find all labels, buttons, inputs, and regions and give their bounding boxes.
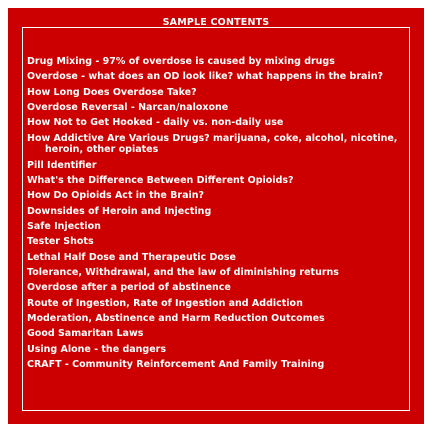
list-item: CRAFT - Community Reinforcement And Family Training [27, 359, 325, 371]
list-item: How Long Does Overdose Take? [27, 86, 197, 98]
contents-panel [8, 8, 424, 424]
list-item: Downsides of Heroin and Injecting [27, 205, 212, 217]
list-item: Overdose after a period of abstinence [27, 282, 231, 294]
list-item: Moderation, Abstinence and Harm Reduction Outcomes [27, 313, 325, 325]
list-item: Overdose Reversal - Narcan/naloxone [27, 102, 229, 114]
list-item: Pill Identifier [27, 159, 97, 171]
list-item: How Addictive Are Various Drugs? marijuana, coke, alcohol, nicotine, heroin, other opiates [27, 132, 398, 156]
list-item: How Not to Get Hooked - daily vs. non-daily use [27, 117, 284, 129]
list-item: Good Samaritan Laws [27, 328, 144, 340]
list-item: Drug Mixing - 97% of overdose is caused by mixing drugs [27, 56, 335, 67]
list-item: Safe Injection [27, 221, 101, 233]
contents-list [27, 56, 405, 374]
list-item: Tester Shots [27, 236, 94, 248]
list-item: Using Alone - the dangers [27, 343, 167, 355]
list-item: Tolerance, Withdrawal, and the law of diminishing returns [27, 267, 339, 279]
list-item: How Do Opioids Act in the Brain? [27, 190, 205, 202]
list-item: Overdose - what does an OD look like? what happens in the brain? [27, 71, 383, 83]
panel-title: SAMPLE CONTENTS [162, 17, 270, 28]
list-item: Route of Ingestion, Rate of Ingestion and Addiction [27, 297, 303, 309]
list-item: What's the Difference Between Different Opioids? [27, 175, 294, 186]
list-item: Lethal Half Dose and Therapeutic Dose [27, 251, 236, 263]
